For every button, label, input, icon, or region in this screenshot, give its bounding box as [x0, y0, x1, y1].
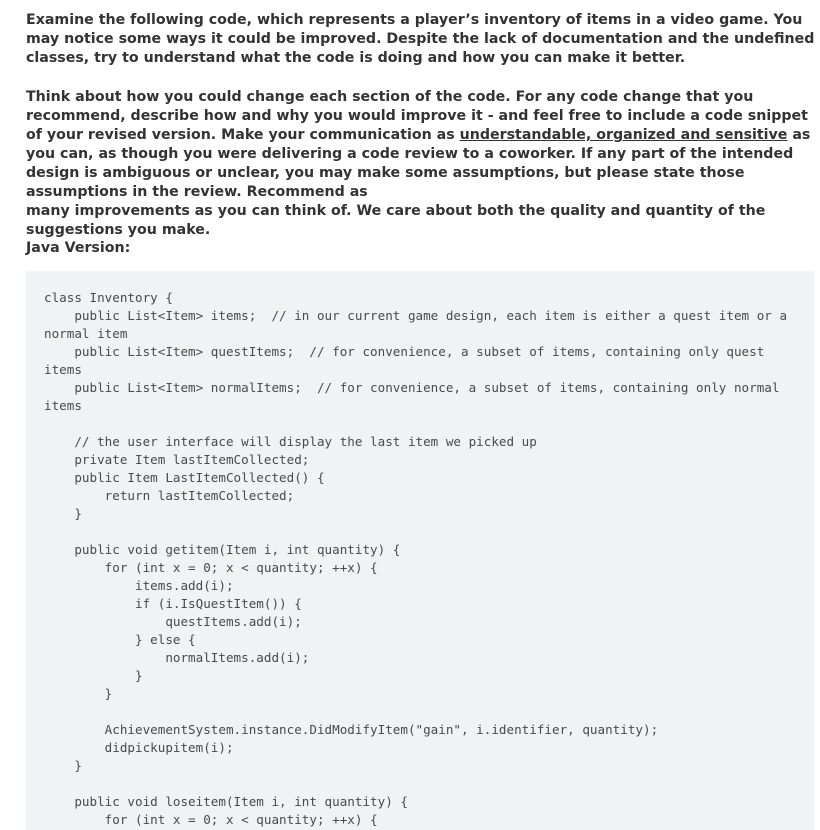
code-line: } else {: [44, 632, 196, 647]
code-line: // the user interface will display the last item we picked up: [44, 434, 537, 449]
code-line: [44, 415, 787, 433]
code-line: public List<Item> items; // in our current game design, each item is either a quest item or a: [44, 308, 788, 323]
code-line: normalItems.add(i);: [44, 650, 310, 665]
code-line: AchievementSystem.instance.DidModifyItem("gain", i.identifier, quantity);: [44, 722, 659, 737]
code-line: if (i.IsQuestItem()) {: [44, 596, 302, 611]
code-line: items.add(i);: [44, 578, 234, 593]
code-line: [44, 703, 787, 721]
code-line: items: [44, 398, 82, 413]
instructions-paragraph: [26, 88, 816, 240]
code-line: didpickupitem(i);: [44, 740, 234, 755]
code-line: class Inventory {: [44, 290, 173, 305]
code-line: public void getitem(Item i, int quantity) {: [44, 542, 401, 557]
code-line: for (int x = 0; x < quantity; ++x) {: [44, 560, 378, 575]
code-line: private Item lastItemCollected;: [44, 452, 310, 467]
intro-paragraph: Examine the following code, which represents a player’s inventory of items in a video game. You may notice some ways it could be improved. Despite the lack of documentation and the undefined classes, try to understand what the code is doing and how you can make it better.: [26, 12, 815, 66]
emphasis-underlined-text: understandable, organized and sensitive: [459, 127, 788, 143]
code-line: }: [44, 758, 82, 773]
code-listing: [44, 289, 787, 829]
code-line: items: [44, 362, 82, 377]
code-line: [44, 523, 787, 541]
instructions-text-start: Think about how you could change each section of the code. For any code change that you recommend, describe how and why you would improve it - and feel free to include a code snippet of your revised version. Make your communication as: [26, 89, 808, 143]
code-line: questItems.add(i);: [44, 614, 302, 629]
code-line: }: [44, 668, 143, 683]
code-line: [44, 775, 787, 793]
code-line: }: [44, 506, 82, 521]
code-block: [26, 271, 814, 830]
code-line: }: [44, 686, 113, 701]
code-line: for (int x = 0; x < quantity; ++x) {: [44, 812, 378, 827]
instructions-text-middle: as you can, as though you were delivering a code review to a coworker. If any part of the intended design is ambiguous or unclear, you may make some assumptions, but please state those assumptions in the review. Recommend as: [26, 127, 811, 200]
instructions-text-end: many improvements as you can think of. We care about both the quality and quantity of the suggestions you make.: [26, 203, 766, 238]
code-line: public List<Item> questItems; // for convenience, a subset of items, containing only quest: [44, 344, 765, 359]
code-line: public Item LastItemCollected() {: [44, 470, 325, 485]
code-line: normal item: [44, 326, 128, 341]
code-line: public void loseitem(Item i, int quantity) {: [44, 794, 408, 809]
java-version-heading: Java Version:: [26, 240, 131, 256]
code-line: public List<Item> normalItems; // for convenience, a subset of items, containing only normal: [44, 380, 780, 395]
code-line: return lastItemCollected;: [44, 488, 295, 503]
